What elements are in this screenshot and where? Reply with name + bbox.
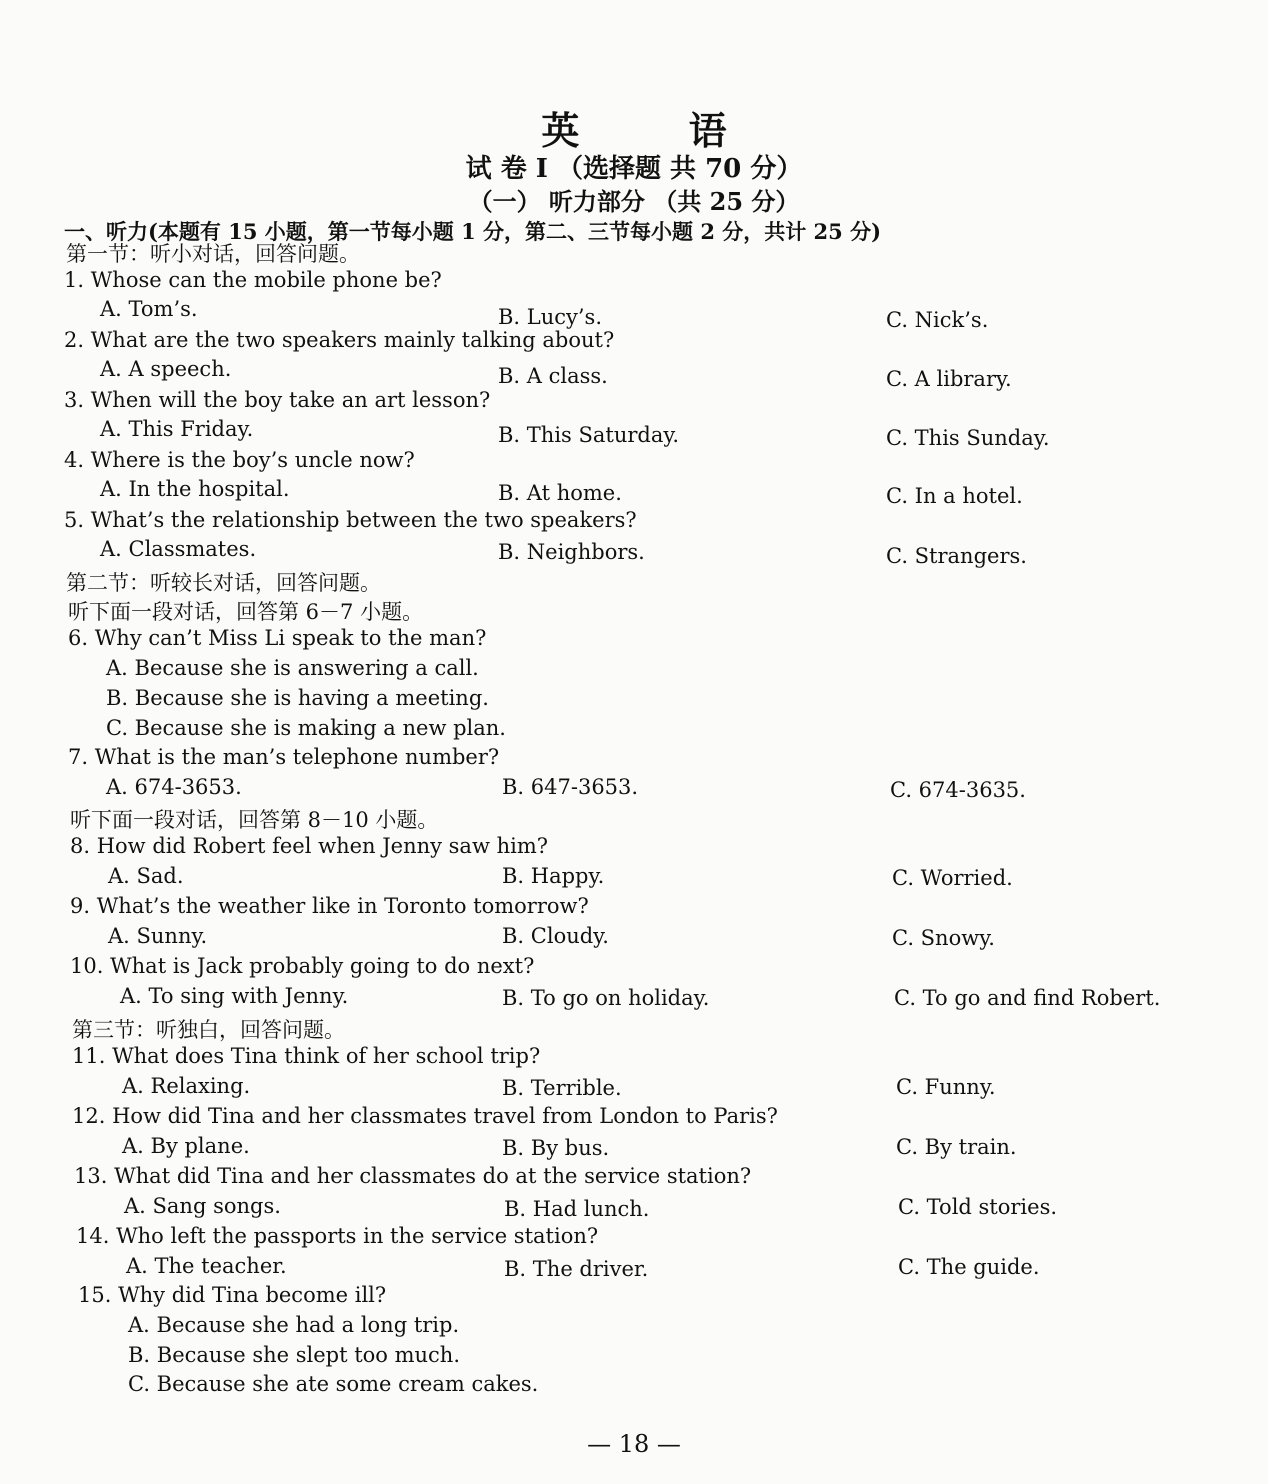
question-14: 14. Who left the passports in the service station? [76, 1224, 599, 1248]
q11-option-b: B. Terrible. [502, 1076, 622, 1100]
q6-option-c: C. Because she is making a new plan. [106, 716, 506, 740]
q3-option-c: C. This Sunday. [886, 426, 1050, 450]
q6-option-a: A. Because she is answering a call. [106, 656, 479, 680]
q4-option-c: C. In a hotel. [886, 484, 1023, 508]
q14-option-a: A. The teacher. [126, 1254, 287, 1278]
q14-option-b: B. The driver. [504, 1257, 649, 1281]
question-5: 5. What’s the relationship between the two speakers? [64, 508, 637, 532]
question-13: 13. What did Tina and her classmates do at the service station? [74, 1164, 752, 1188]
paper-subtitle: 试 卷 Ⅰ （选择题 共 70 分） [465, 154, 803, 184]
q15-option-b: B. Because she slept too much. [128, 1343, 461, 1367]
section-2a-heading: 听下面一段对话，回答第 6－7 小题。 [68, 600, 424, 624]
section-2-heading: 第二节：听较长对话，回答问题。 [66, 571, 381, 595]
q12-option-c: C. By train. [896, 1135, 1017, 1159]
q14-option-c: C. The guide. [898, 1255, 1040, 1279]
question-6: 6. Why can’t Miss Li speak to the man? [68, 626, 487, 650]
q7-option-a: A. 674-3653. [106, 775, 242, 799]
q10-option-c: C. To go and find Robert. [894, 986, 1161, 1010]
page-title: 英 语 [541, 108, 775, 153]
q12-option-b: B. By bus. [502, 1136, 610, 1160]
question-12: 12. How did Tina and her classmates travel from London to Paris? [72, 1104, 778, 1128]
question-3: 3. When will the boy take an art lesson? [64, 388, 491, 412]
question-15: 15. Why did Tina become ill? [78, 1283, 387, 1307]
q1-option-a: A. Tom’s. [100, 297, 198, 321]
q15-option-c: C. Because she ate some cream cakes. [128, 1372, 539, 1396]
q12-option-a: A. By plane. [122, 1134, 250, 1158]
q11-option-a: A. Relaxing. [122, 1074, 251, 1098]
q13-option-a: A. Sang songs. [124, 1194, 281, 1218]
q7-option-c: C. 674-3635. [890, 778, 1026, 802]
question-8: 8. How did Robert feel when Jenny saw him? [70, 834, 549, 858]
question-2: 2. What are the two speakers mainly talking about? [64, 328, 615, 352]
q10-option-a: A. To sing with Jenny. [120, 984, 349, 1008]
q13-option-c: C. Told stories. [898, 1195, 1058, 1219]
q3-option-a: A. This Friday. [100, 417, 254, 441]
q8-option-b: B. Happy. [502, 864, 605, 888]
question-9: 9. What’s the weather like in Toronto tomorrow? [70, 894, 589, 918]
q6-option-b: B. Because she is having a meeting. [106, 686, 489, 710]
q5-option-a: A. Classmates. [100, 537, 257, 561]
question-1: 1. Whose can the mobile phone be? [64, 268, 442, 292]
section-1-heading: 第一节：听小对话，回答问题。 [66, 242, 360, 266]
q13-option-b: B. Had lunch. [504, 1197, 650, 1221]
section-2b-heading: 听下面一段对话，回答第 8－10 小题。 [70, 808, 439, 832]
q2-option-b: B. A class. [498, 364, 608, 388]
q4-option-a: A. In the hospital. [100, 477, 290, 501]
q2-option-c: C. A library. [886, 367, 1012, 391]
q11-option-c: C. Funny. [896, 1075, 996, 1099]
q7-option-b: B. 647-3653. [502, 775, 639, 799]
q10-option-b: B. To go on holiday. [502, 986, 710, 1010]
part-title: （一） 听力部分 （共 25 分） [468, 187, 800, 216]
q4-option-b: B. At home. [498, 481, 622, 505]
q9-option-b: B. Cloudy. [502, 924, 609, 948]
q1-option-b: B. Lucy’s. [498, 305, 603, 329]
q8-option-a: A. Sad. [108, 864, 184, 888]
q2-option-a: A. A speech. [100, 357, 232, 381]
q9-option-c: C. Snowy. [892, 926, 995, 950]
page-number: — 18 — [587, 1430, 681, 1458]
q3-option-b: B. This Saturday. [498, 423, 680, 447]
question-10: 10. What is Jack probably going to do next? [70, 954, 535, 978]
question-7: 7. What is the man’s telephone number? [68, 745, 500, 769]
q9-option-a: A. Sunny. [108, 924, 208, 948]
question-11: 11. What does Tina think of her school trip? [72, 1044, 541, 1068]
q8-option-c: C. Worried. [892, 866, 1013, 890]
q5-option-b: B. Neighbors. [498, 540, 645, 564]
q1-option-c: C. Nick’s. [886, 308, 989, 332]
q15-option-a: A. Because she had a long trip. [128, 1313, 460, 1337]
q5-option-c: C. Strangers. [886, 544, 1027, 568]
listening-instructions: 一、听力(本题有 15 小题，第一节每小题 1 分，第二、三节每小题 2 分，共计 25 分) [64, 219, 882, 244]
question-4: 4. Where is the boy’s uncle now? [64, 448, 415, 472]
section-3-heading: 第三节：听独白，回答问题。 [72, 1018, 345, 1042]
